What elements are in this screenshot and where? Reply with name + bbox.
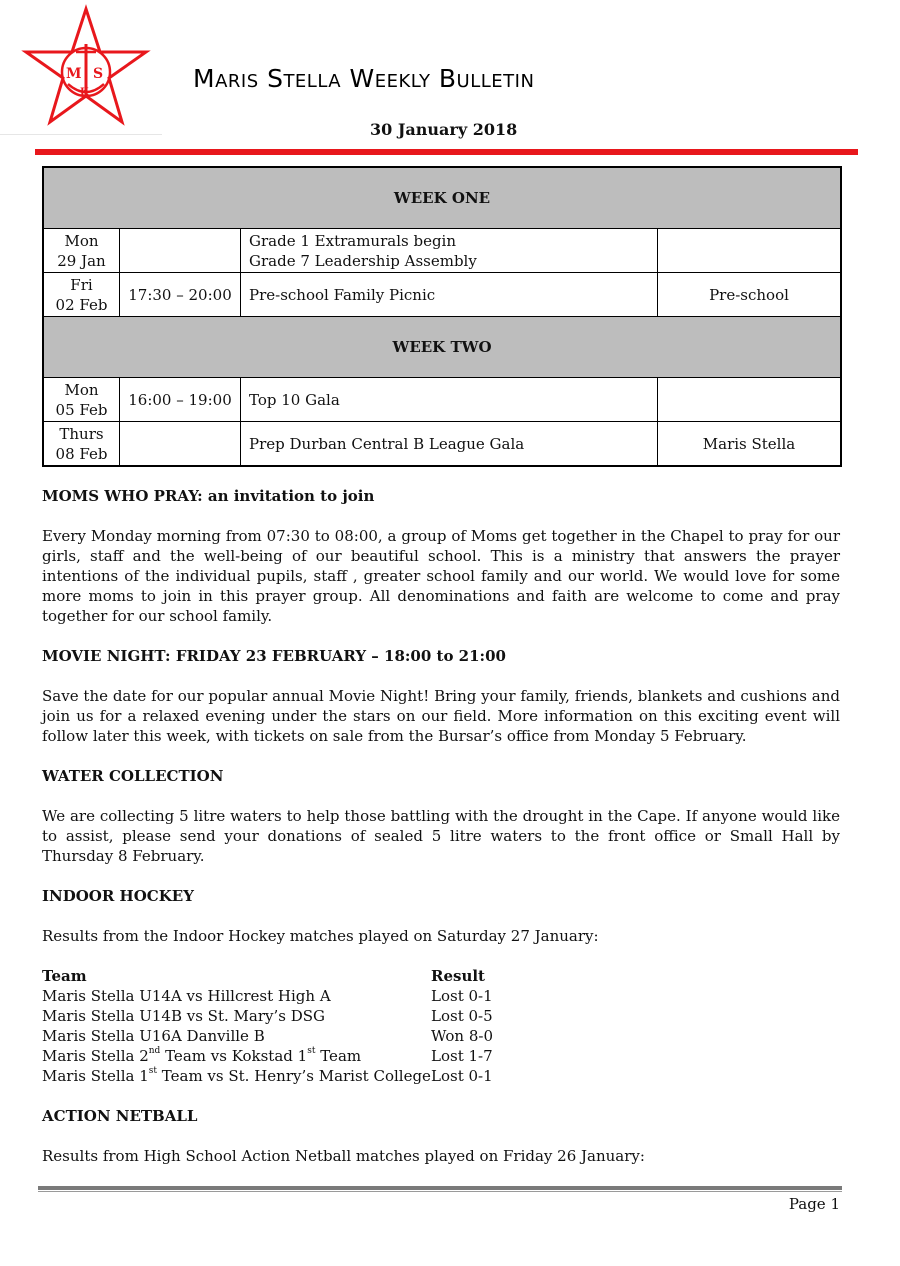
footer-divider	[38, 1186, 842, 1190]
result-cell: Won 8-0	[431, 1027, 494, 1045]
section-heading-hockey: INDOOR HOCKEY	[42, 887, 194, 905]
time-cell	[120, 229, 241, 273]
section-heading-moms: MOMS WHO PRAY: an invitation to join	[42, 487, 375, 505]
team-cell: Maris Stella U14B vs St. Mary’s DSG	[42, 1007, 325, 1025]
section-heading-water: WATER COLLECTION	[42, 767, 224, 785]
table-row	[42, 1046, 493, 1066]
school-logo	[0, 0, 162, 136]
table-row	[42, 1006, 493, 1026]
footer-divider-thin	[38, 1191, 842, 1192]
table-row	[42, 1026, 493, 1046]
svg-text:M: M	[66, 66, 82, 82]
table-row	[42, 1066, 493, 1086]
header-divider	[35, 149, 858, 155]
section-text-moms: Every Monday morning from 07:30 to 08:00, a group of Moms get together in the Chapel to pray for our girls, staff and the well-being of our beautiful school. This is a ministry that answers the prayer intentions of the individual pupils, staff , greater school family and our world. We would love for some more moms to join in this prayer group. All denominations and faith are welcome to come and pray together for our school family.	[42, 527, 840, 625]
team-cell: Maris Stella 1st Team vs St. Henry’s Marist College	[42, 1066, 431, 1085]
result-cell: Lost 0-1	[431, 1067, 493, 1085]
day-cell: Fri 02 Feb	[43, 273, 120, 317]
section-text-water: We are collecting 5 litre waters to help those battling with the drought in the Cape. If anyone would like to assist, please send your donations of sealed 5 litre waters to the front office or Small Hall by Thursday 8 February.	[42, 807, 840, 865]
bulletin-date: 30 January 2018	[370, 120, 518, 139]
schedule-row	[43, 229, 841, 273]
logo-underline	[0, 134, 162, 135]
day-cell: Mon 29 Jan	[43, 229, 120, 273]
svg-text:S: S	[93, 66, 104, 82]
schedule-row	[43, 273, 841, 317]
event-cell: Prep Durban Central B League Gala	[241, 422, 658, 467]
svg-text:K: K	[80, 87, 89, 98]
team-cell: Maris Stella 2nd Team vs Kokstad 1st Team	[42, 1046, 362, 1065]
time-cell: 17:30 – 20:00	[120, 273, 241, 317]
table-row	[42, 986, 493, 1006]
time-cell: 16:00 – 19:00	[120, 378, 241, 422]
section-heading-netball: ACTION NETBALL	[42, 1107, 198, 1125]
section-text-netball: Results from High School Action Netball matches played on Friday 26 January:	[42, 1147, 645, 1165]
week-one-label: WEEK ONE	[43, 167, 841, 229]
section-heading-movie: MOVIE NIGHT: FRIDAY 23 FEBRUARY – 18:00 to 21:00	[42, 647, 506, 665]
event-cell: Pre-school Family Picnic	[241, 273, 658, 317]
venue-cell: Maris Stella	[658, 422, 842, 467]
result-cell: Lost 0-1	[431, 987, 493, 1005]
result-column-header: Result	[431, 967, 485, 985]
day-cell: Mon 05 Feb	[43, 378, 120, 422]
venue-cell: Pre-school	[658, 273, 842, 317]
schedule-row	[43, 378, 841, 422]
result-cell: Lost 0-5	[431, 1007, 493, 1025]
section-text-movie: Save the date for our popular annual Movie Night! Bring your family, friends, blankets and cushions and join us for a relaxed evening under the stars on our field. More information on this exciting event will follow later this week, with tickets on sale from the Bursar’s office from Monday 5 February.	[42, 687, 840, 745]
week-one-header-row	[43, 167, 841, 229]
team-cell: Maris Stella U16A Danville B	[42, 1027, 265, 1045]
team-column-header: Team	[42, 967, 87, 985]
venue-cell	[658, 229, 842, 273]
bulletin-body	[42, 486, 840, 1166]
results-header-row	[42, 966, 493, 986]
bulletin-title: Maris Stella Weekly Bulletin	[193, 64, 535, 93]
page-number: Page 1	[788, 1195, 840, 1213]
day-cell: Thurs 08 Feb	[43, 422, 120, 467]
schedule-table	[42, 166, 842, 467]
hockey-results-table	[42, 966, 493, 1086]
team-cell: Maris Stella U14A vs Hillcrest High A	[42, 987, 331, 1005]
result-cell: Lost 1-7	[431, 1047, 493, 1065]
event-cell: Grade 1 Extramurals begin Grade 7 Leadership Assembly	[241, 229, 658, 273]
week-two-label: WEEK TWO	[43, 317, 841, 378]
event-cell: Top 10 Gala	[241, 378, 658, 422]
venue-cell	[658, 378, 842, 422]
time-cell	[120, 422, 241, 467]
schedule-row	[43, 422, 841, 467]
section-text-hockey: Results from the Indoor Hockey matches played on Saturday 27 January:	[42, 927, 599, 945]
week-two-header-row	[43, 317, 841, 378]
